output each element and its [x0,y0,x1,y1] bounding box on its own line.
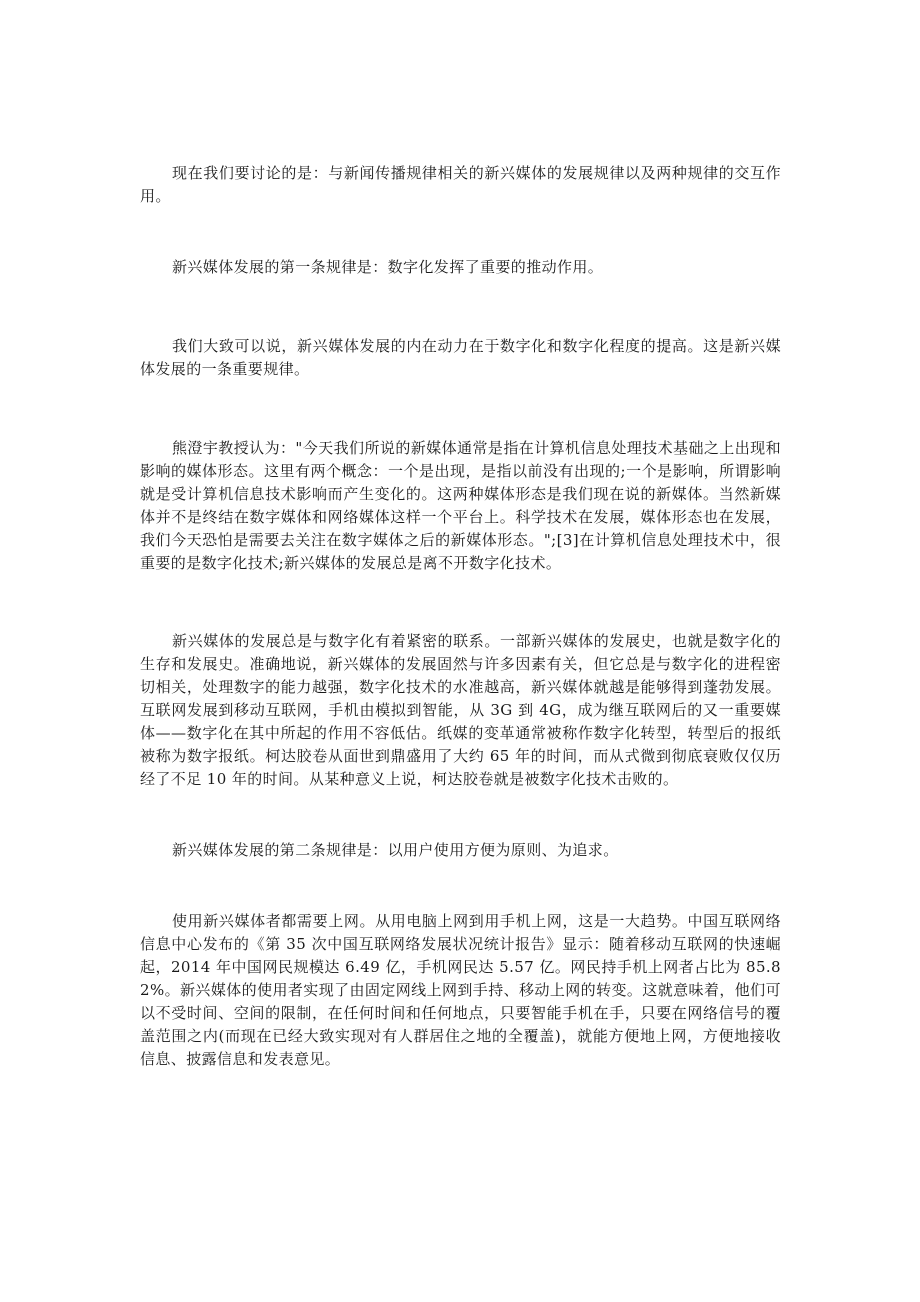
paragraph-quote: 熊澄宇教授认为："今天我们所说的新媒体通常是指在计算机信息处理技术基础之上出现和影响的媒体形态。这里有两个概念：一个是出现，是指以前没有出现的;一个是影响，所谓影响就是受计算机信息技术影响而产生变化的。这两种媒体形态是我们现在说的新媒体。当然新媒体并不是终结在数字媒体和网络媒体这样一个平台上。科学技术在发展，媒体形态也在发展，我们今天恐怕是需要去关注在数字媒体之后的新媒体形态。";[3]在计算机信息处理技术中，很重要的是数字化技术;新兴媒体的发展总是离不开数字化技术。 [140,439,781,572]
paragraph-second-rule: 新兴媒体发展的第二条规律是：以用户使用方便为原则、为追求。 [172,841,619,859]
paragraph-digitalization-history: 新兴媒体的发展总是与数字化有着紧密的联系。一部新兴媒体的发展史，也就是数字化的生存和发展史。准确地说，新兴媒体的发展固然与许多因素有关，但它总是与数字化的进程密切相关，处理数字的能力越强，数字化技术的水准越高，新兴媒体就越是能够得到蓬勃发展。互联网发展到移动互联网，手机由模拟到智能，从 3G 到 4G，成为继互联网后的又一重要媒体——数字化在其中所起的作用不容低估。纸媒的变革通常被称作数字化转型，转型后的报纸被称为数字报纸。柯达胶卷从面世到鼎盛用了大约 65 年的时间，而从式微到彻底衰败仅仅历经了不足 10 年的时间。从某种意义上说，柯达胶卷就是被数字化技术击败的。 [140,632,781,788]
paragraph-internal-driver: 我们大致可以说，新兴媒体发展的内在动力在于数字化和数字化程度的提高。这是新兴媒体发展的一条重要规律。 [140,337,781,378]
paragraph-mobile-internet: 使用新兴媒体者都需要上网。从用电脑上网到用手机上网，这是一大趋势。中国互联网络信息中心发布的《第 35 次中国互联网络发展状况统计报告》显示：随着移动互联网的快速崛起，2014 年中国网民规模达 6.49 亿，手机网民达 5.57 亿。网民持手机上网者占比为 85.82%。新兴媒体的使用者实现了由固定网线上网到手持、移动上网的转变。这就意味着，他们可以不受时间、空间的限制，在任何时间和任何地点，只要智能手机在手，只要在网络信号的覆盖范围之内(而现在已经大致实现对有人群居住之地的全覆盖)，就能方便地上网，方便地接收信息、披露信息和发表意见。 [140,912,781,1068]
document-body [140,162,781,1071]
paragraph-intro: 现在我们要讨论的是：与新闻传播规律相关的新兴媒体的发展规律以及两种规律的交互作用。 [140,164,781,205]
paragraph-first-rule: 新兴媒体发展的第一条规律是：数字化发挥了重要的推动作用。 [172,258,604,276]
